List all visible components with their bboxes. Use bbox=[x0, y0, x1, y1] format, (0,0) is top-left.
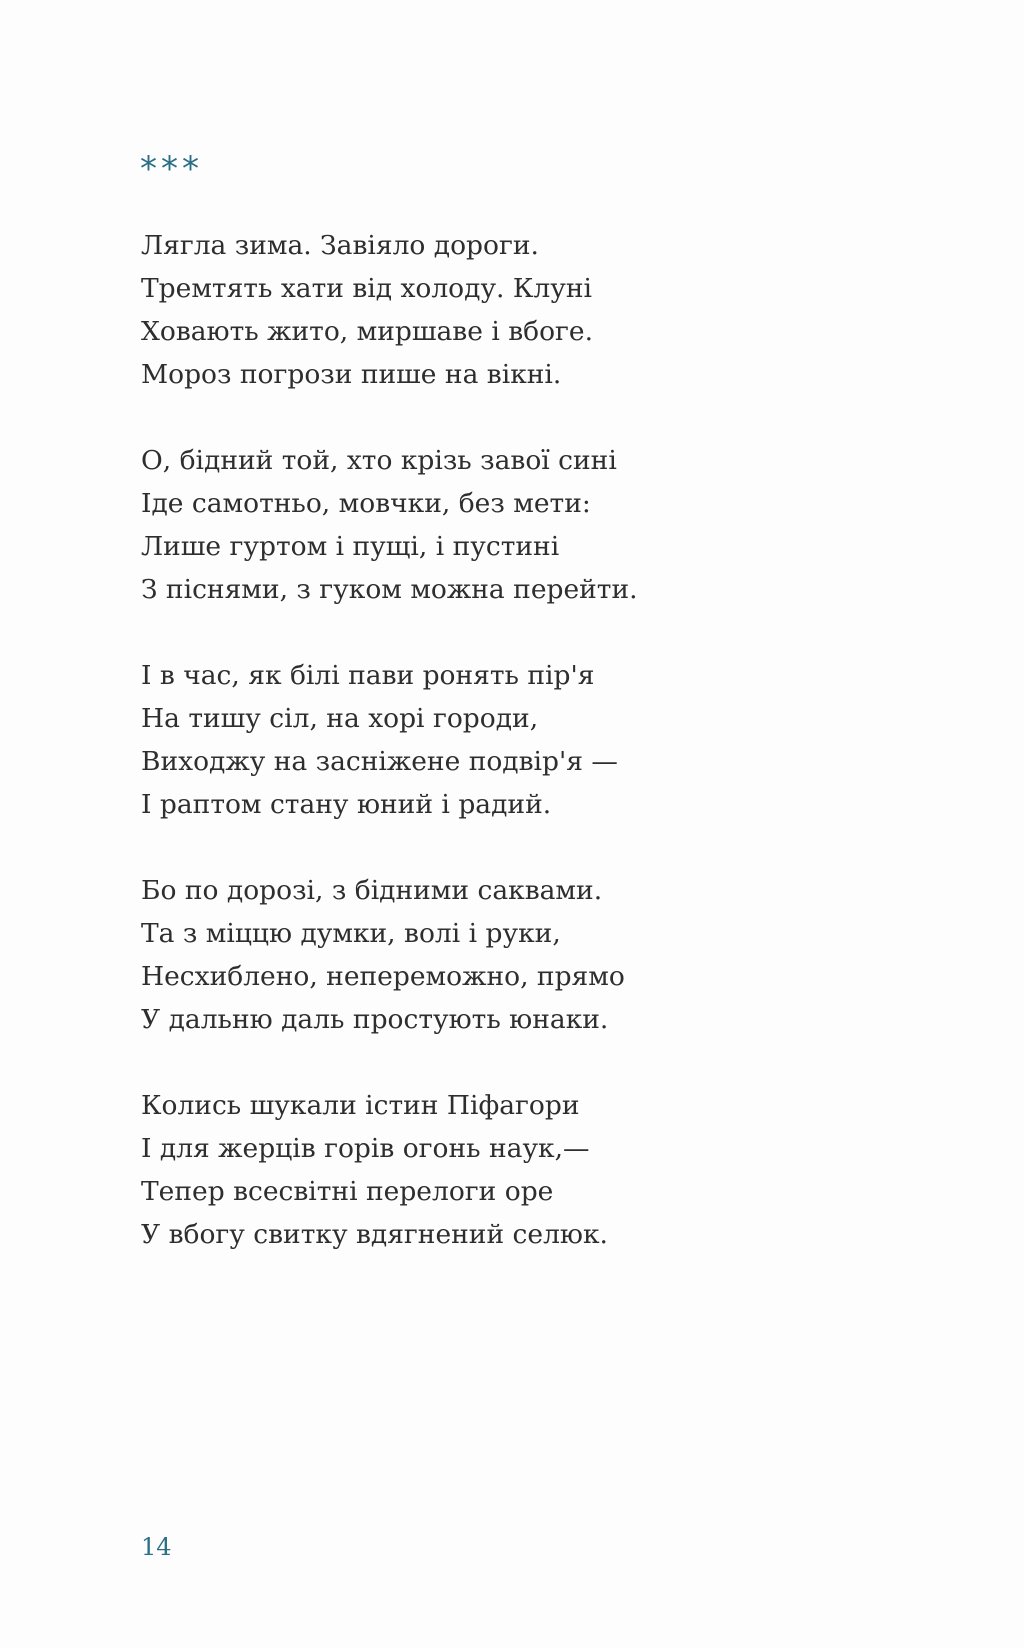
page-number: 14 bbox=[141, 1533, 172, 1561]
poem-line: І раптом стану юний і радий. bbox=[141, 789, 552, 820]
stanza-2 bbox=[141, 439, 961, 611]
poem-line: Тепер всесвітні перелоги оре bbox=[141, 1176, 554, 1207]
poem-line: Тремтять хати від холоду. Клуні bbox=[141, 273, 592, 304]
poem-line: І для жерців горів огонь наук,— bbox=[141, 1133, 590, 1164]
poem-line: У вбогу свитку вдягнений селюк. bbox=[141, 1219, 608, 1250]
poem-line: Лягла зима. Завіяло дороги. bbox=[141, 230, 539, 261]
poem bbox=[141, 224, 961, 1299]
poem-line: Колись шукали істин Піфагори bbox=[141, 1090, 580, 1121]
poem-line: Іде самотньо, мовчки, без мети: bbox=[141, 488, 591, 519]
poem-line: Та з міццю думки, волі і руки, bbox=[141, 918, 561, 949]
stanza-3 bbox=[141, 654, 961, 826]
poem-line: Несхиблено, непереможно, прямо bbox=[141, 961, 625, 992]
poem-line: Лише гуртом і пущі, і пустині bbox=[141, 531, 560, 562]
poem-line: Ховають жито, миршаве і вбоге. bbox=[141, 316, 594, 347]
poem-line: О, бідний той, хто крізь завої сині bbox=[141, 445, 617, 476]
stanza-1 bbox=[141, 224, 961, 396]
poem-line: У дальню даль простують юнаки. bbox=[141, 1004, 609, 1035]
poem-line: І в час, як білі пави ронять пір'я bbox=[141, 660, 595, 691]
poem-line: З піснями, з гуком можна перейти. bbox=[141, 574, 638, 605]
stanza-4 bbox=[141, 869, 961, 1041]
poem-line: Бо по дорозі, з бідними саквами. bbox=[141, 875, 603, 906]
poem-line: На тишу сіл, на хорі городи, bbox=[141, 703, 539, 734]
poem-line: Мороз погрози пише на вікні. bbox=[141, 359, 562, 390]
poem-line: Виходжу на засніжене подвір'я — bbox=[141, 746, 618, 777]
asterism-ornament: *** bbox=[140, 149, 203, 189]
stanza-5 bbox=[141, 1084, 961, 1256]
